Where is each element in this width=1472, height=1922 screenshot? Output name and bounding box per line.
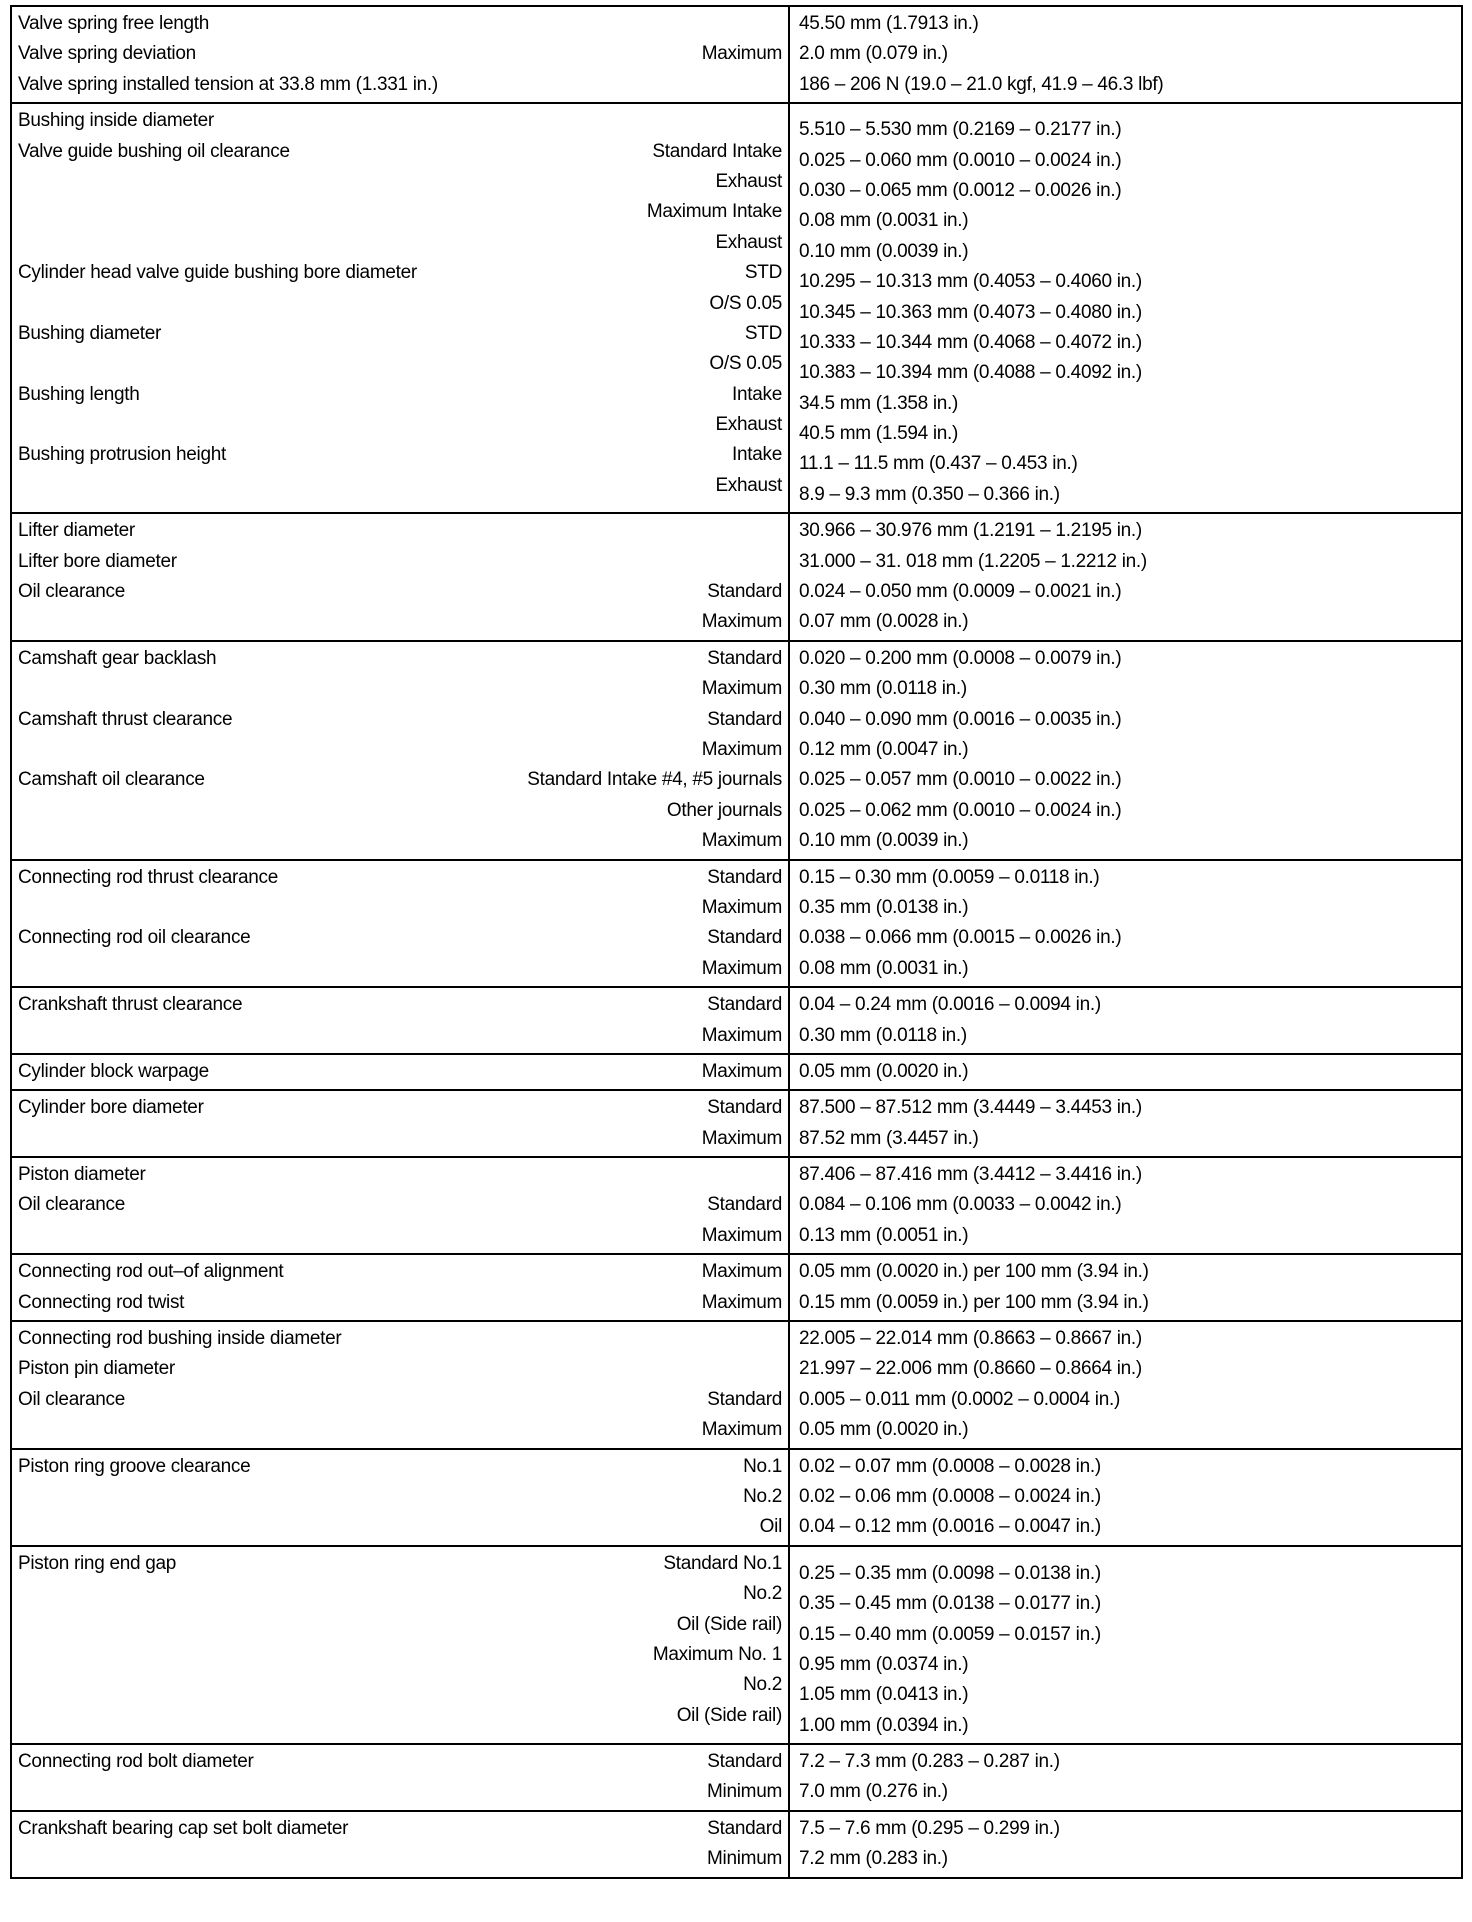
spec-row	[18, 765, 782, 795]
spec-value: 0.15 – 0.40 mm (0.0059 – 0.0157 in.)	[799, 1623, 1101, 1645]
spec-value-column	[790, 1812, 1461, 1877]
spec-value: 0.30 mm (0.0118 in.)	[799, 1024, 967, 1046]
spec-value: 0.02 – 0.07 mm (0.0008 – 0.0028 in.)	[799, 1455, 1101, 1477]
spec-qualifier: Standard No.1	[663, 1552, 782, 1574]
spec-qualifier: Maximum No. 1	[652, 1643, 782, 1665]
spec-qualifier: Maximum	[701, 738, 782, 760]
spec-item-label: Oil clearance	[18, 1388, 125, 1410]
spec-row	[18, 1777, 782, 1807]
spec-item-label: Oil clearance	[18, 1194, 125, 1216]
spec-value: 0.13 mm (0.0051 in.)	[799, 1224, 969, 1246]
spec-value: 0.30 mm (0.0118 in.)	[799, 678, 967, 700]
spec-section	[12, 7, 1461, 102]
spec-item-column	[12, 1158, 790, 1253]
spec-item-column	[12, 1450, 790, 1545]
spec-value-column	[790, 104, 1461, 512]
spec-row	[18, 1221, 782, 1251]
spec-row	[18, 923, 782, 953]
spec-row	[18, 547, 782, 577]
spec-qualifier: Standard	[707, 866, 782, 888]
spec-qualifier: Maximum	[701, 1261, 782, 1283]
spec-row	[18, 39, 782, 69]
spec-value: 10.333 – 10.344 mm (0.4068 – 0.4072 in.)	[799, 331, 1142, 353]
spec-qualifier: Oil (Side rail)	[676, 1613, 782, 1635]
spec-qualifier: No.2	[743, 1674, 782, 1696]
spec-item-label: Camshaft gear backlash	[18, 647, 217, 669]
spec-item-label: Bushing inside diameter	[18, 110, 214, 132]
spec-row	[18, 1190, 782, 1220]
spec-row	[18, 106, 782, 136]
spec-section	[12, 859, 1461, 987]
spec-qualifier: Oil	[759, 1516, 782, 1538]
spec-qualifier: Other journals	[666, 799, 782, 821]
spec-section	[12, 1156, 1461, 1253]
spec-qualifier: No.2	[743, 1485, 782, 1507]
spec-item-label: Connecting rod out–of alignment	[18, 1261, 284, 1283]
spec-row	[18, 1610, 782, 1640]
spec-qualifier: Minimum	[707, 1781, 782, 1803]
spec-item-label: Connecting rod thrust clearance	[18, 866, 279, 888]
spec-row	[18, 1482, 782, 1512]
spec-qualifier: No.2	[743, 1583, 782, 1605]
spec-item-column	[12, 1255, 790, 1320]
spec-value: 0.10 mm (0.0039 in.)	[799, 240, 969, 262]
spec-item-label: Camshaft thrust clearance	[18, 708, 233, 730]
spec-row	[18, 289, 782, 319]
spec-value: 40.5 mm (1.594 in.)	[799, 423, 959, 445]
spec-value: 34.5 mm (1.358 in.)	[799, 392, 959, 414]
spec-section	[12, 1810, 1461, 1877]
spec-value: 10.383 – 10.394 mm (0.4088 – 0.4092 in.)	[799, 362, 1142, 384]
spec-item-column	[12, 7, 790, 102]
spec-row	[18, 1057, 782, 1087]
spec-row	[18, 1452, 782, 1482]
spec-value-column	[790, 1745, 1461, 1810]
spec-value-column	[790, 1450, 1461, 1545]
spec-qualifier: Exhaust	[715, 474, 782, 496]
spec-value: 186 – 206 N (19.0 – 21.0 kgf, 41.9 – 46.3 lbf)	[799, 73, 1164, 95]
spec-row	[18, 1160, 782, 1190]
spec-item-label: Cylinder bore diameter	[18, 1097, 204, 1119]
spec-value: 30.966 – 30.976 mm (1.2191 – 1.2195 in.)	[799, 520, 1142, 542]
spec-item-label: Cylinder block warpage	[18, 1060, 209, 1082]
spec-value: 0.040 – 0.090 mm (0.0016 – 0.0035 in.)	[799, 708, 1122, 730]
spec-item-label: Valve spring deviation	[18, 43, 196, 65]
spec-value: 5.510 – 5.530 mm (0.2169 – 0.2177 in.)	[799, 119, 1122, 141]
spec-item-label: Valve spring installed tension at 33.8 mm (1.331 in.)	[18, 73, 438, 95]
spec-qualifier: Standard	[707, 581, 782, 603]
spec-value: 0.024 – 0.050 mm (0.0009 – 0.0021 in.)	[799, 581, 1122, 603]
spec-value: 0.05 mm (0.0020 in.)	[799, 1060, 969, 1082]
spec-qualifier: No.1	[743, 1455, 782, 1477]
spec-qualifier: Maximum	[701, 957, 782, 979]
spec-value: 8.9 – 9.3 mm (0.350 – 0.366 in.)	[799, 483, 1060, 505]
spec-value: 0.05 mm (0.0020 in.)	[799, 1419, 969, 1441]
spec-qualifier: Standard	[707, 1388, 782, 1410]
spec-row	[18, 1354, 782, 1384]
spec-value: 31.000 – 31. 018 mm (1.2205 – 1.2212 in.)	[799, 550, 1147, 572]
spec-qualifier: Exhaust	[715, 414, 782, 436]
spec-item-label: Cylinder head valve guide bushing bore diameter	[18, 262, 417, 284]
spec-value-column	[790, 861, 1461, 987]
spec-row	[18, 9, 782, 39]
spec-row	[18, 1701, 782, 1731]
spec-value-column	[790, 1547, 1461, 1743]
spec-qualifier: Maximum	[701, 1224, 782, 1246]
spec-qualifier: O/S 0.05	[709, 292, 782, 314]
spec-value: 87.500 – 87.512 mm (3.4449 – 3.4453 in.)	[799, 1097, 1142, 1119]
spec-section	[12, 1448, 1461, 1545]
spec-value-column	[790, 1255, 1461, 1320]
spec-row	[18, 1549, 782, 1579]
spec-item-column	[12, 988, 790, 1053]
spec-section	[12, 1743, 1461, 1810]
spec-item-label: Bushing diameter	[18, 322, 162, 344]
spec-qualifier: Exhaust	[715, 170, 782, 192]
spec-item-label: Valve spring free length	[18, 13, 210, 34]
spec-section	[12, 512, 1461, 640]
spec-item-column	[12, 1745, 790, 1810]
spec-value: 0.07 mm (0.0028 in.)	[799, 611, 969, 633]
spec-row	[18, 1385, 782, 1415]
spec-row	[18, 1093, 782, 1123]
spec-row	[18, 380, 782, 410]
spec-row	[18, 319, 782, 349]
spec-row	[18, 735, 782, 765]
spec-value: 1.05 mm (0.0413 in.)	[799, 1684, 969, 1706]
spec-value: 7.0 mm (0.276 in.)	[799, 1781, 948, 1803]
spec-value: 45.50 mm (1.7913 in.)	[799, 13, 979, 34]
spec-row	[18, 1640, 782, 1670]
spec-qualifier: Standard	[707, 1751, 782, 1773]
spec-row	[18, 228, 782, 258]
spec-row	[18, 1512, 782, 1542]
spec-item-label: Crankshaft thrust clearance	[18, 994, 243, 1016]
spec-item-column	[12, 1547, 790, 1743]
spec-item-label: Piston ring end gap	[18, 1552, 177, 1574]
spec-qualifier: Maximum	[701, 611, 782, 633]
spec-value: 0.35 mm (0.0138 in.)	[799, 896, 969, 918]
spec-item-label: Oil clearance	[18, 581, 125, 603]
spec-value: 7.5 – 7.6 mm (0.295 – 0.299 in.)	[799, 1817, 1060, 1839]
spec-row	[18, 349, 782, 379]
spec-value: 0.04 – 0.24 mm (0.0016 – 0.0094 in.)	[799, 994, 1101, 1016]
spec-value: 7.2 – 7.3 mm (0.283 – 0.287 in.)	[799, 1751, 1060, 1773]
spec-row	[18, 1670, 782, 1700]
spec-qualifier: Standard Intake	[652, 140, 782, 162]
spec-value: 0.005 – 0.011 mm (0.0002 – 0.0004 in.)	[799, 1388, 1120, 1410]
spec-value-column	[790, 1091, 1461, 1156]
spec-value: 0.025 – 0.062 mm (0.0010 – 0.0024 in.)	[799, 799, 1122, 821]
spec-qualifier: Standard	[707, 1817, 782, 1839]
spec-value-column	[790, 1158, 1461, 1253]
spec-value: 0.25 – 0.35 mm (0.0098 – 0.0138 in.)	[799, 1562, 1101, 1584]
spec-item-label: Bushing length	[18, 383, 140, 405]
spec-value: 0.10 mm (0.0039 in.)	[799, 830, 969, 852]
spec-row	[18, 863, 782, 893]
spec-value: 2.0 mm (0.079 in.)	[799, 43, 948, 65]
spec-section	[12, 1089, 1461, 1156]
spec-qualifier: Standard	[707, 927, 782, 949]
spec-item-label: Piston pin diameter	[18, 1358, 175, 1380]
spec-item-column	[12, 1812, 790, 1877]
spec-value-column	[790, 642, 1461, 859]
spec-qualifier: Maximum	[701, 1024, 782, 1046]
spec-qualifier: Standard	[707, 647, 782, 669]
spec-row	[18, 1844, 782, 1874]
spec-qualifier: Maximum	[701, 678, 782, 700]
spec-qualifier: Maximum	[701, 830, 782, 852]
spec-value-column	[790, 1322, 1461, 1448]
spec-value: 0.038 – 0.066 mm (0.0015 – 0.0026 in.)	[799, 927, 1122, 949]
spec-row	[18, 1415, 782, 1445]
spec-row	[18, 1021, 782, 1051]
spec-row	[18, 1288, 782, 1318]
spec-value: 0.08 mm (0.0031 in.)	[799, 210, 969, 232]
spec-value: 0.08 mm (0.0031 in.)	[799, 957, 969, 979]
spec-qualifier: Minimum	[707, 1848, 782, 1870]
spec-value: 0.084 – 0.106 mm (0.0033 – 0.0042 in.)	[799, 1194, 1122, 1216]
spec-section	[12, 1545, 1461, 1743]
spec-value-column	[790, 7, 1461, 102]
spec-value: 0.12 mm (0.0047 in.)	[799, 738, 969, 760]
spec-item-label: Camshaft oil clearance	[18, 769, 205, 791]
spec-qualifier: Maximum	[701, 43, 782, 65]
spec-row	[18, 705, 782, 735]
spec-qualifier: STD	[744, 262, 782, 284]
spec-section	[12, 1320, 1461, 1448]
spec-item-label: Connecting rod oil clearance	[18, 927, 251, 949]
spec-value: 0.02 – 0.06 mm (0.0008 – 0.0024 in.)	[799, 1485, 1101, 1507]
spec-qualifier: STD	[744, 322, 782, 344]
spec-row	[18, 990, 782, 1020]
spec-row	[18, 258, 782, 288]
spec-qualifier: Maximum	[701, 1419, 782, 1441]
spec-item-column	[12, 1322, 790, 1448]
spec-item-label: Bushing protrusion height	[18, 444, 226, 466]
spec-value: 7.2 mm (0.283 in.)	[799, 1848, 948, 1870]
spec-qualifier: Oil (Side rail)	[676, 1704, 782, 1726]
spec-row	[18, 796, 782, 826]
spec-item-column	[12, 1055, 790, 1089]
spec-item-label: Valve guide bushing oil clearance	[18, 140, 290, 162]
spec-row	[18, 440, 782, 470]
spec-qualifier: Standard	[707, 994, 782, 1016]
spec-row	[18, 644, 782, 674]
spec-value-column	[790, 1055, 1461, 1089]
spec-row	[18, 410, 782, 440]
spec-item-label: Connecting rod twist	[18, 1291, 185, 1313]
spec-qualifier: Intake	[732, 383, 782, 405]
spec-value: 0.15 – 0.30 mm (0.0059 – 0.0118 in.)	[799, 866, 1100, 888]
spec-qualifier: Maximum Intake	[646, 201, 782, 223]
spec-section	[12, 102, 1461, 512]
spec-qualifier: Standard	[707, 708, 782, 730]
spec-qualifier: Maximum	[701, 1127, 782, 1149]
spec-row	[18, 516, 782, 546]
spec-row	[18, 70, 782, 100]
spec-value: 0.95 mm (0.0374 in.)	[799, 1653, 969, 1675]
spec-item-label: Piston diameter	[18, 1164, 146, 1186]
spec-value: 0.025 – 0.057 mm (0.0010 – 0.0022 in.)	[799, 769, 1122, 791]
spec-qualifier: Intake	[732, 444, 782, 466]
spec-value: 87.52 mm (3.4457 in.)	[799, 1127, 979, 1149]
spec-qualifier: O/S 0.05	[709, 353, 782, 375]
spec-item-column	[12, 642, 790, 859]
spec-row	[18, 1257, 782, 1287]
spec-value: 11.1 – 11.5 mm (0.437 – 0.453 in.)	[799, 453, 1078, 475]
spec-row	[18, 1324, 782, 1354]
spec-row	[18, 167, 782, 197]
spec-value: 0.020 – 0.200 mm (0.0008 – 0.0079 in.)	[799, 647, 1122, 669]
spec-item-column	[12, 514, 790, 640]
spec-row	[18, 1124, 782, 1154]
spec-value: 0.030 – 0.065 mm (0.0012 – 0.0026 in.)	[799, 179, 1122, 201]
spec-item-column	[12, 1091, 790, 1156]
spec-row	[18, 1747, 782, 1777]
spec-table	[10, 5, 1463, 1879]
spec-value: 1.00 mm (0.0394 in.)	[799, 1714, 969, 1736]
spec-value: 87.406 – 87.416 mm (3.4412 – 3.4416 in.)	[799, 1164, 1142, 1186]
spec-value: 0.05 mm (0.0020 in.) per 100 mm (3.94 in.)	[799, 1261, 1149, 1283]
spec-qualifier: Maximum	[701, 1060, 782, 1082]
spec-section	[12, 986, 1461, 1053]
spec-row	[18, 674, 782, 704]
spec-item-label: Connecting rod bushing inside diameter	[18, 1328, 342, 1350]
spec-qualifier: Maximum	[701, 896, 782, 918]
spec-row	[18, 954, 782, 984]
spec-value-column	[790, 514, 1461, 640]
spec-value: 10.345 – 10.363 mm (0.4073 – 0.4080 in.)	[799, 301, 1142, 323]
spec-row	[18, 826, 782, 856]
spec-value: 0.04 – 0.12 mm (0.0016 – 0.0047 in.)	[799, 1516, 1101, 1538]
spec-row	[18, 1814, 782, 1844]
spec-section	[12, 640, 1461, 859]
spec-row	[18, 1579, 782, 1609]
spec-qualifier: Maximum	[701, 1291, 782, 1313]
spec-value: 22.005 – 22.014 mm (0.8663 – 0.8667 in.)	[799, 1328, 1142, 1350]
spec-value: 21.997 – 22.006 mm (0.8660 – 0.8664 in.)	[799, 1358, 1142, 1380]
spec-row	[18, 893, 782, 923]
spec-section	[12, 1253, 1461, 1320]
spec-item-label: Connecting rod bolt diameter	[18, 1751, 254, 1773]
spec-item-label: Lifter diameter	[18, 520, 135, 542]
spec-section	[12, 1053, 1461, 1089]
spec-row	[18, 197, 782, 227]
spec-row	[18, 137, 782, 167]
spec-qualifier: Exhaust	[715, 231, 782, 253]
spec-item-label: Lifter bore diameter	[18, 550, 177, 572]
spec-value: 0.35 – 0.45 mm (0.0138 – 0.0177 in.)	[799, 1593, 1101, 1615]
spec-value: 0.025 – 0.060 mm (0.0010 – 0.0024 in.)	[799, 149, 1122, 171]
spec-value: 0.15 mm (0.0059 in.) per 100 mm (3.94 in.)	[799, 1291, 1149, 1313]
spec-item-column	[12, 861, 790, 987]
spec-row	[18, 471, 782, 501]
spec-item-column	[12, 104, 790, 512]
spec-value: 10.295 – 10.313 mm (0.4053 – 0.4060 in.)	[799, 271, 1142, 293]
spec-qualifier: Standard	[707, 1097, 782, 1119]
spec-row	[18, 577, 782, 607]
spec-qualifier: Standard	[707, 1194, 782, 1216]
spec-value-column	[790, 988, 1461, 1053]
spec-item-label: Piston ring groove clearance	[18, 1455, 251, 1477]
spec-qualifier: Standard Intake #4, #5 journals	[527, 769, 782, 791]
spec-row	[18, 607, 782, 637]
spec-item-label: Crankshaft bearing cap set bolt diameter	[18, 1817, 349, 1839]
